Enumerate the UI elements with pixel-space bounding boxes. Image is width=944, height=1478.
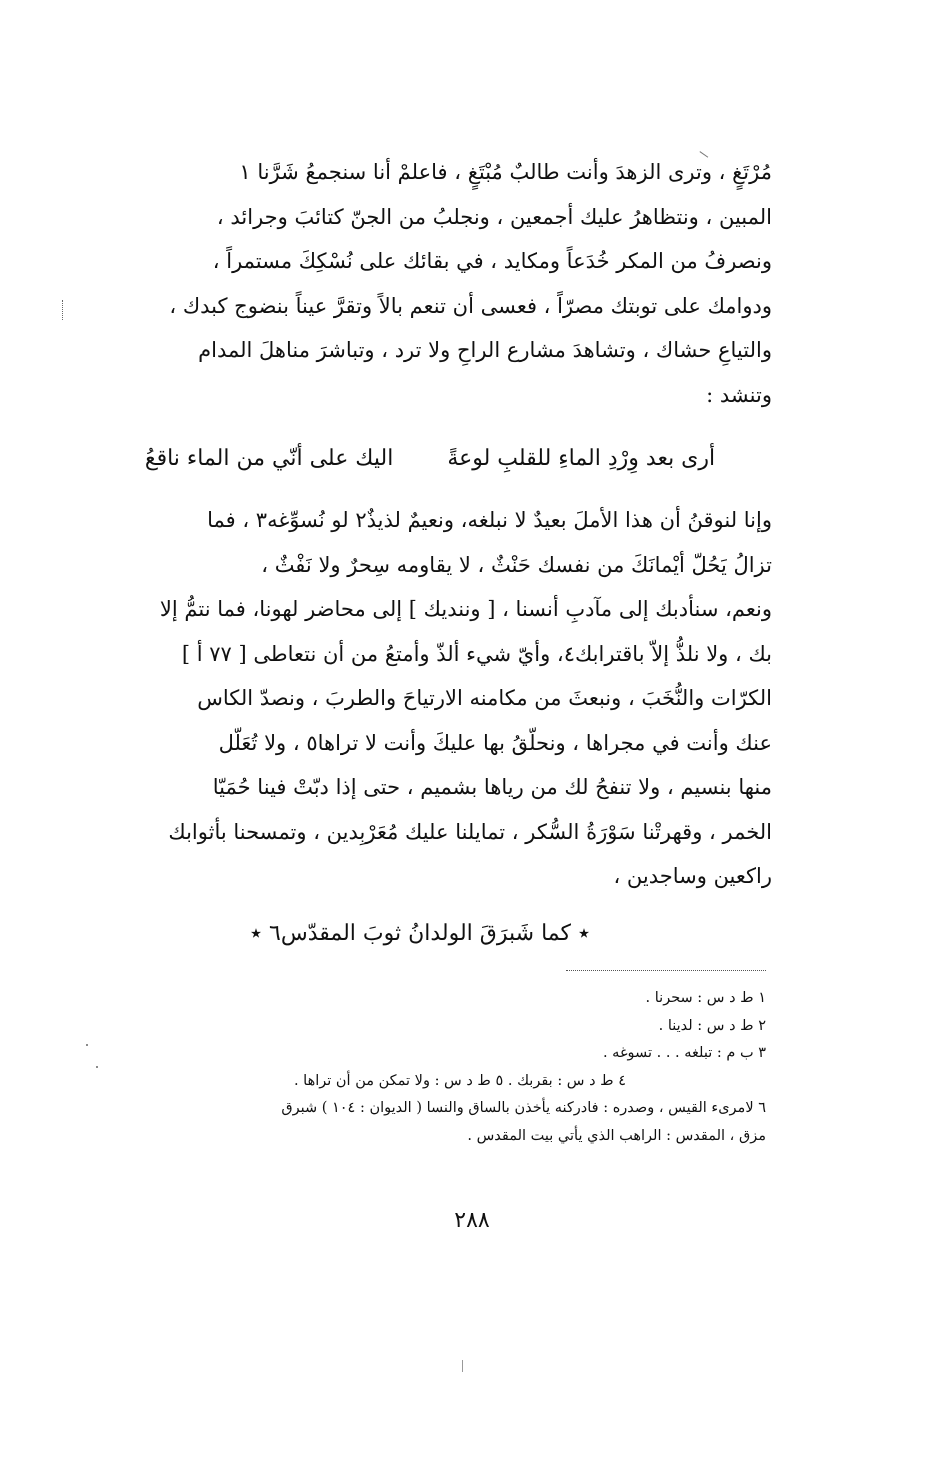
prose-line: ونعم، سنأدبك إلى مآدبِ أنسنا ، [ وننديك ] إلى محاضر لهونا، فما نتمُّ إلا: [159, 597, 772, 621]
prose-line: منها بنسيم ، ولا تنفحُ لك من رياها بشميم ، حتى إذا دبّتْ فينا حُمَيّا: [212, 775, 772, 799]
prose-line: وتنشد :: [706, 382, 772, 407]
poetry-verse-2: ٭ كما شَبرَقَ الولدانُ ثوبَ المقدّس٦ ٭: [250, 921, 590, 946]
page-number: ٢٨٨: [454, 1208, 490, 1233]
prose-line: ونصرفُ من المكر خُدَعاً ومكايد ، في بقائك على نُسْكِكَ مستمراً ،: [212, 249, 772, 273]
footnote-4: ٤ ط د س : بقربك .: [507, 1072, 626, 1089]
prose-paragraph-2: [92, 498, 772, 899]
scan-mark: [462, 1360, 465, 1372]
scan-speck: [86, 1044, 88, 1046]
poetry-verse-1: [110, 437, 750, 481]
footnote-5: ٥ ط د س : ولا تمكن من أن تراها .: [293, 1072, 504, 1089]
footnote-6-continuation: مزق ، المقدس : الراهب الذي يأتي بيت المقدس .: [467, 1127, 766, 1144]
verse-second-hemistich: اليك على أنّي من الماء ناقعُ: [144, 446, 394, 471]
scan-mark: [62, 300, 66, 320]
prose-line: وإنا لنوقنُ أن هذا الأملَ بعيدٌ لا نبلغه، ونعيمٌ لذيذٌ٢ لو نُسوِّغه٣ ، فما: [207, 508, 772, 532]
scan-speck: [96, 1066, 98, 1068]
prose-line: مُرْتَغٍ ، وترى الزهدَ وأنت طالبٌ مُبْتَغٍ ، فاعلمْ أنا سنجمعُ شَرَّنا ١: [239, 160, 772, 184]
prose-line: عنك وأنت في مجراها ، ونحلّقُ بها عليكَ وأنت لا تراها٥ ، ولا تُعَلّل: [218, 730, 772, 755]
prose-line: الكرّات والنُّخَبَ ، ونبعثَ من مكامنه الارتياحَ والطربَ ، ونصدّ الكاس: [197, 686, 772, 710]
prose-paragraph-1: [92, 150, 772, 417]
prose-line: والتياعِ حشاك ، وتشاهدَ مشارع الراحِ ولا ترد ، وتباشرَ مناهلَ المدام: [198, 338, 772, 362]
footnote-1: ١ ط د س : سحرنا .: [645, 990, 766, 1006]
footnote-row-4-5: [110, 1068, 766, 1096]
footnote-2: ٢ ط د س : لدينا .: [658, 1017, 766, 1034]
prose-line: تزالُ يَحُلّ أيْمانَكَ من نفسك حَنْثٌ ، لا يقاومه سِحرٌ ولا نَفْثٌ ،: [261, 552, 772, 577]
verse-first-hemistich: أرى بعد وِرْدِ الماءِ للقلبِ لوعةً: [447, 446, 716, 471]
footnotes: [110, 985, 766, 1150]
footnote-6: ٦ لامرىء القيس ، وصدره : فادركنه يأخذن بالساق والنسا ( الديوان : ١٠٤ ) شبرق: [281, 1100, 766, 1116]
footnote-3: ٣ ب م : تبلغه . . . تسوغه .: [602, 1045, 766, 1061]
prose-line: المبين ، ونتظاهرُ عليك أجمعين ، ونجلبُ من الجنّ كتائبَ وجرائد ،: [216, 204, 772, 229]
prose-line: ودوامك على توبتك مصرّاً ، فعسى أن تنعم بالاً وتقرَّ عيناً بنضوج كبدك ،: [169, 293, 772, 318]
prose-line: بك ، ولا نلذُّ إلاّ باقترابك٤، وأيّ شيء ألذّ وأمتعُ من أن نتعاطى [ ٧٧ أ ]: [181, 641, 772, 666]
prose-line: الخمر ، وقهرتْنا سَوْرَةُ السُّكر ، تمايلنا عليك مُعَرْبِدين ، وتمسحنا بأثوابك: [168, 819, 772, 844]
prose-line: راكعين وساجدين ،: [613, 864, 772, 888]
footnote-separator: [566, 970, 766, 971]
